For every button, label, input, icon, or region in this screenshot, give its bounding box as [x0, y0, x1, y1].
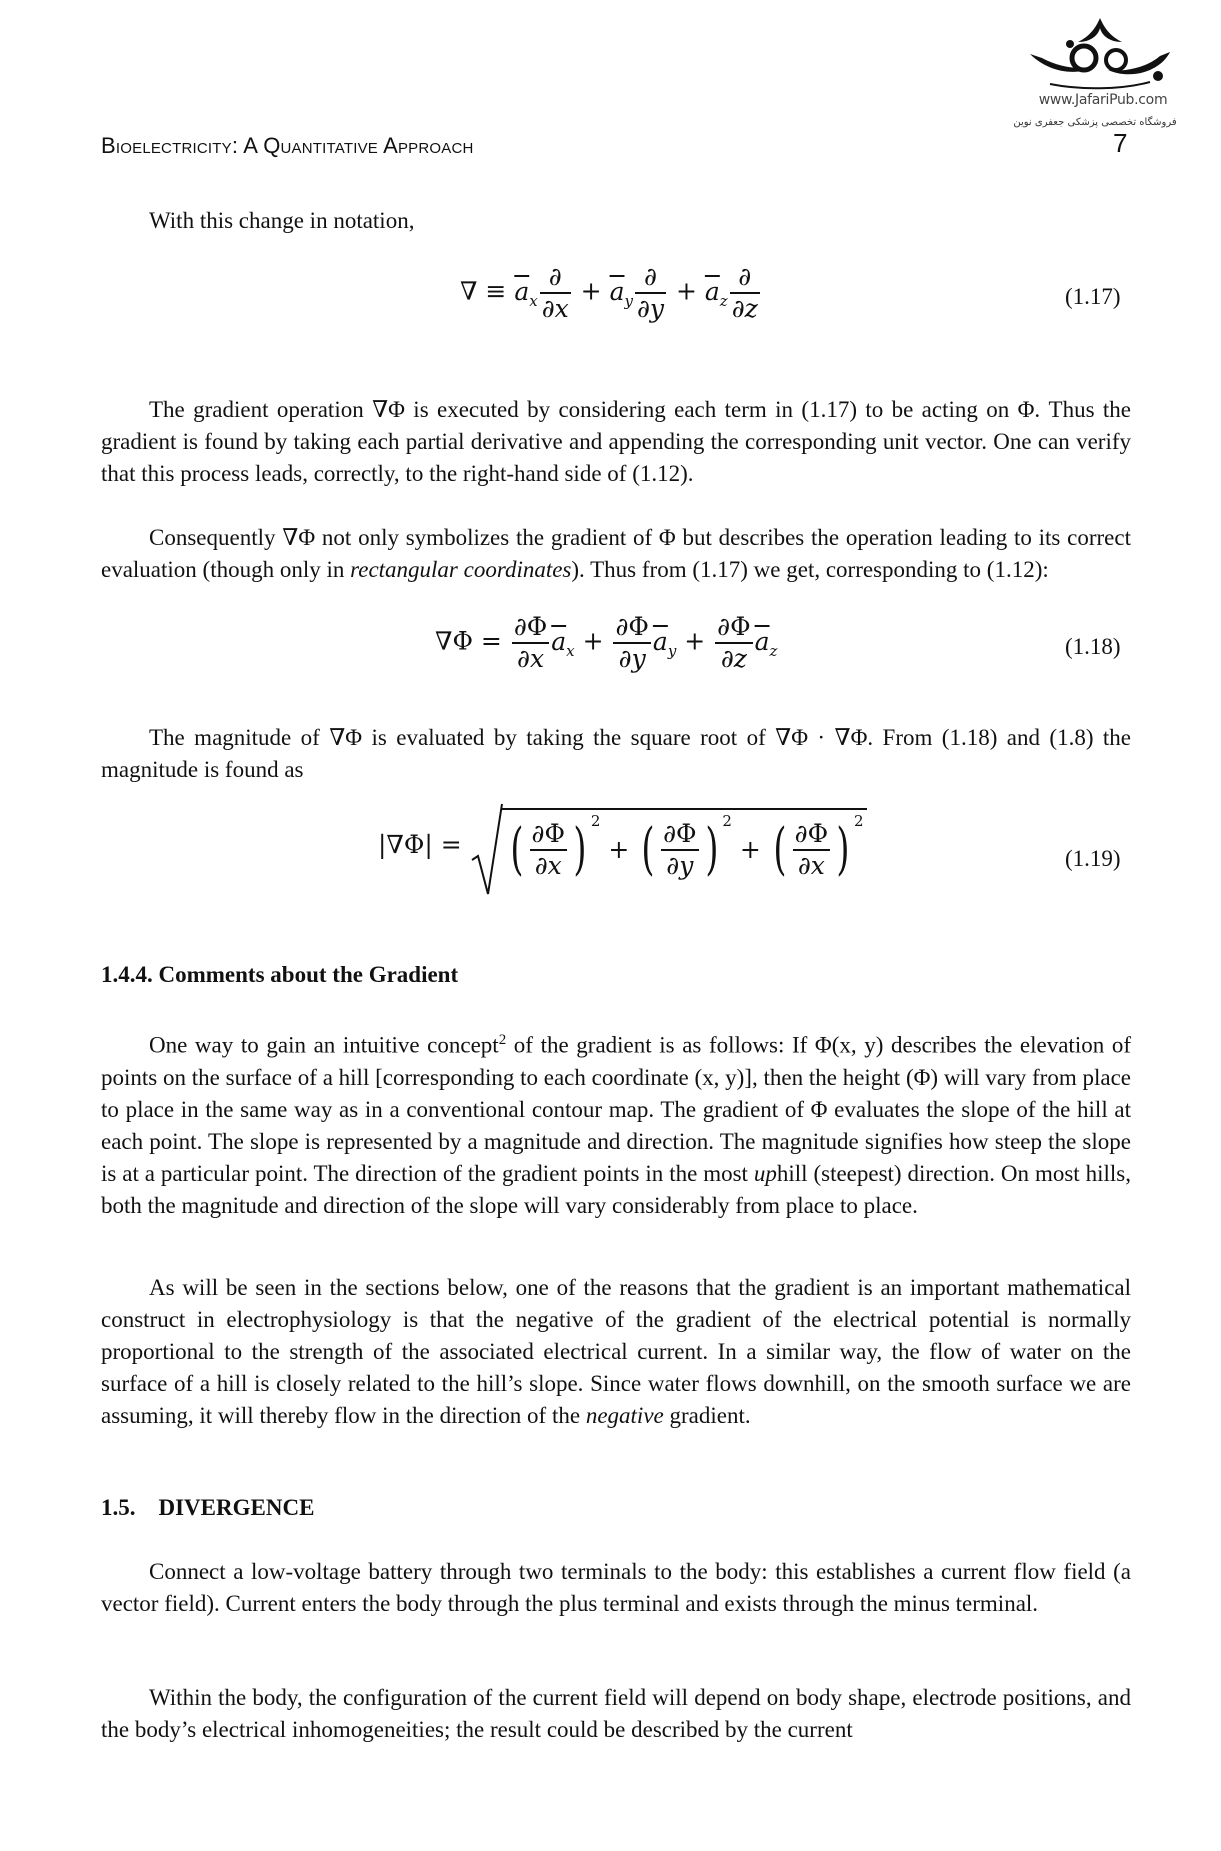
radical-sign-icon — [470, 802, 504, 898]
equation-number: (1.19) — [1065, 846, 1121, 871]
paragraph-text: Consequently ∇Φ not only symbolizes the gradient of Φ but describes the operation leading to its correct evaluation (though only in — [101, 525, 1131, 582]
running-title: Bioelectricity: A Quantitative Approach — [101, 133, 474, 158]
paragraph-text: gradient. — [663, 1403, 751, 1428]
paragraph-text: ). Thus from (1.17) we get, corresponding to (1.12): — [571, 557, 1049, 582]
equation-term: $\overline{a}_x$ $\frac{\partial}{\partial x}$ — [514, 262, 569, 323]
paragraph-text: The magnitude of ∇Φ is evaluated by taking the square root of ∇Φ · ∇Φ. From (1.18) and (1.8) the magnitude is found as — [101, 725, 1131, 782]
equation-number: (1.17) — [1065, 284, 1121, 309]
equation-lhs: ∇ ≡ — [460, 276, 507, 306]
equation-1-19 — [378, 808, 867, 881]
section-heading: 1.4.4. Comments about the Gradient — [101, 962, 459, 987]
paragraph — [101, 722, 1131, 786]
paragraph — [101, 205, 1131, 237]
footnote-marker[interactable]: 2 — [498, 1032, 507, 1048]
paragraph-text: As will be seen in the sections below, one of the reasons that the gradient is an important mathematical construct in electrophysiology is that the negative of the gradient of the electrical potential is normally proportional to the strength of the associated electrical current. In a similar way, the flow of water on the surface of a hill is closely related to the hill’s slope. Since water flows downhill, on the smooth surface we are assuming, it will thereby flow in the direction of the — [101, 1275, 1131, 1428]
paragraph-text: One way to gain an intuitive concept — [149, 1032, 499, 1058]
equation-lhs: ∇Φ = — [435, 626, 502, 656]
equation-lhs: |∇Φ| = — [378, 829, 462, 859]
paragraph-text: With this change in notation, — [149, 208, 415, 233]
equation-number: (1.18) — [1065, 634, 1121, 659]
paragraph-text: Connect a low-voltage battery through two terminals to the body: this establishes a current flow field (a vector field). Current enters the body through the plus terminal and exists through the minus terminal. — [101, 1559, 1131, 1616]
paragraph — [101, 522, 1131, 586]
paragraph-text: of the gradient is as follows: If Φ(x, y) describes the elevation of points on the surface of a hill [corresponding to each coordinate (x, y)], then the height (Φ) will vary from place to place in the same way as in a conventional contour map. The gradient of Φ evaluates the slope of the hill at each point. The slope is represented by a magnitude and direction. The magnitude signifies how steep the slope is at a particular point. The direction of the gradient points in the most — [101, 1032, 1131, 1186]
emphasis-text: up — [753, 1160, 777, 1186]
equation-term: $\frac{\partial\Phi}{\partial z}$ $\overline{a}_z$ — [717, 612, 778, 673]
equation-term: $\overline{a}_z$ $\frac{\partial}{\partial z}$ — [704, 262, 758, 323]
section-heading: 1.5. DIVERGENCE — [101, 1495, 315, 1520]
paragraph — [101, 1682, 1131, 1746]
equation-1-17: ∇ ≡ $\overline{a}_x$ $\frac{\partial}{\partial x}$ + $\overline{a}_y$ $\frac{\partial}{\partial y}$ + $\overline{a}_z$ $\frac{\partial}{\partial z}$ — [460, 262, 762, 324]
jafaripub-logo-icon — [1020, 14, 1180, 94]
equation-term: $\overline{a}_y$ $\frac{\partial}{\partial y}$ — [609, 262, 665, 323]
emphasis-text: rectangular coordinates — [350, 557, 572, 582]
page-number: 7 — [1113, 128, 1128, 158]
paragraph — [101, 394, 1131, 490]
equation-1-18: ∇Φ = $\frac{\partial\Phi}{\partial x}$ $\overline{a}_x$ + $\frac{\partial\Phi}{\partial y}$ $\overline{a}_y$ + $\frac{\partial\Phi}{\partial z}$ $\overline{a}_z$ — [435, 612, 778, 673]
emphasis-text: negative — [585, 1403, 664, 1428]
paragraph-text: The gradient operation ∇Φ is executed by considering each term in (1.17) to be acting on Φ. Thus the gradient is found by taking each partial derivative and appending the corresponding unit vector. One can verify that this process leads, correctly, to the right-hand side of (1.12). — [101, 397, 1131, 486]
equation-term: $\frac{\partial\Phi}{\partial x}$ $\overline{a}_x$ — [513, 612, 575, 673]
equation-term: $\frac{\partial\Phi}{\partial y}$ $\overline{a}_y$ — [615, 612, 677, 673]
paragraph — [101, 1272, 1131, 1432]
paragraph — [101, 1024, 1131, 1222]
paragraph — [101, 1556, 1131, 1620]
square-root: ( $\frac{\partial\Phi}{\partial x}$ ) $^2$ + ( $\frac{\partial\Phi}{\partial y}$ ) $^2$ + ( $\frac{\partial\Phi}{\partial x}$ ) $^2$ — [470, 808, 868, 881]
paragraph-text: hill (steepest) direction. On most hills, both the magnitude and direction of the slope will vary considerably from place to place. — [101, 1160, 1131, 1218]
paragraph-text: Within the body, the configuration of the current field will depend on body shape, electrode positions, and the body’s electrical inhomogeneities; the result could be described by the current — [101, 1685, 1131, 1742]
watermark-url: www.JafariPub.com — [1038, 92, 1168, 108]
watermark-tagline: فروشگاه تخصصی پزشکی جعفری نوین — [1013, 117, 1177, 128]
